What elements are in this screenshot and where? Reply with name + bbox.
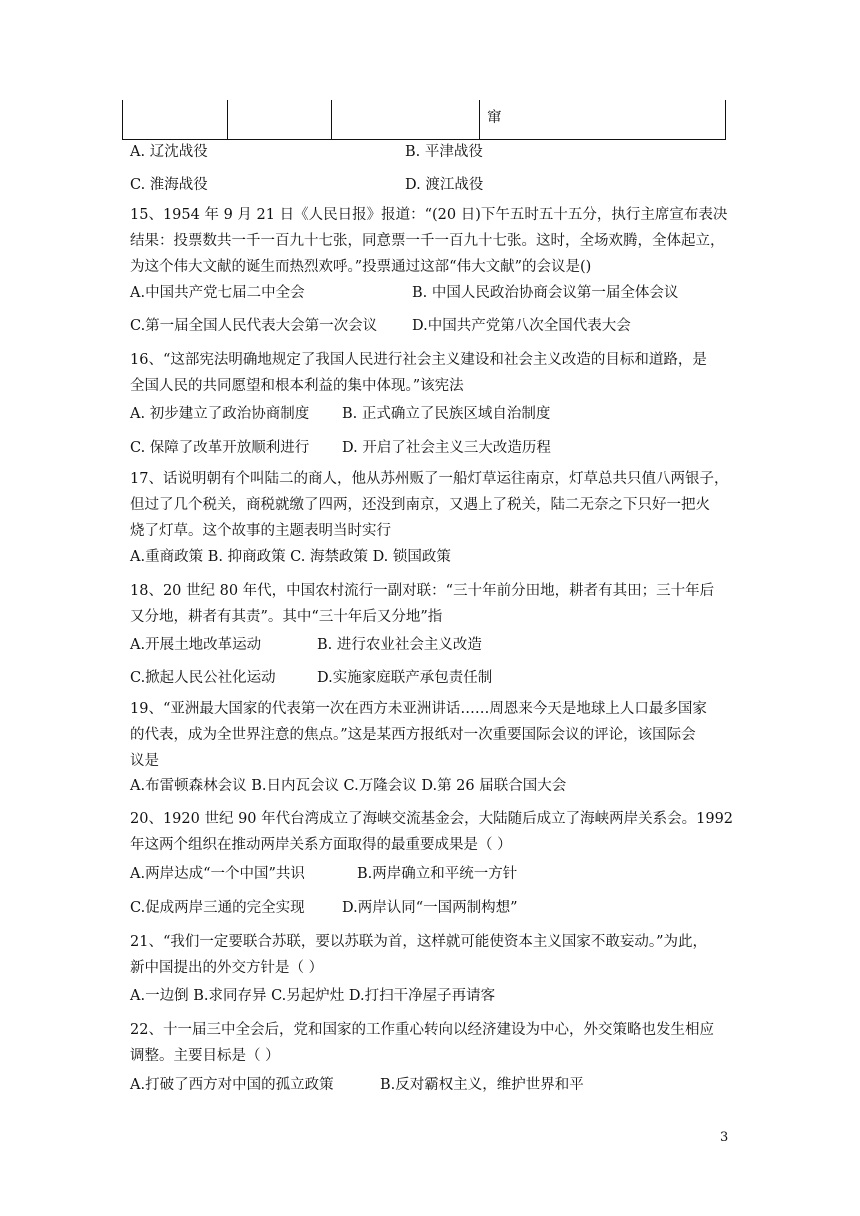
q20-option-b: B.两岸确立和平统一方针 bbox=[357, 866, 518, 882]
table-cell-text: 窜 bbox=[487, 110, 502, 126]
question-line: 调整。主要目标是（ ） bbox=[130, 1048, 280, 1064]
question-19-stem bbox=[130, 696, 730, 774]
q15-option-a: A.中国共产党七届二中全会 bbox=[130, 285, 305, 301]
table-divider bbox=[331, 100, 332, 139]
question-line: 新中国提出的外交方针是（ ） bbox=[130, 960, 324, 976]
question-line: 20、1920 世纪 90 年代台湾成立了海峡交流基金会，大陆随后成立了海峡两岸关系会。1992 bbox=[130, 811, 734, 827]
q16-option-b: B. 正式确立了民族区域自治制度 bbox=[342, 406, 551, 422]
question-line: 年这两个组织在推动两岸关系方面取得的最重要成果是（ ） bbox=[130, 837, 512, 853]
q20-option-a: A.两岸达成“一个中国”共识 bbox=[130, 866, 305, 882]
question-line: 结果：投票数共一千一百九十七张，同意票一千一百九十七张。这时，全场欢腾，全体起立， bbox=[130, 233, 725, 249]
question-20-stem bbox=[130, 806, 734, 858]
q14-option-c: C. 淮海战役 bbox=[130, 177, 208, 193]
q16-option-c: C. 保障了改革开放顺利进行 bbox=[130, 440, 310, 456]
question-line: 的代表，成为全世界注意的焦点。”这是某西方报纸对一次重要国际会议的评论，该国际会 bbox=[130, 727, 696, 743]
question-line: 17、话说明朝有个叫陆二的商人，他从苏州贩了一船灯草运往南京，灯草总共只值八两银子， bbox=[130, 471, 729, 487]
question-22-stem bbox=[130, 1017, 730, 1069]
q22-option-b: B.反对霸权主义，维护世界和平 bbox=[380, 1077, 584, 1093]
q21-options: A.一边倒 B.求同存异 C.另起炉灶 D.打扫干净屋子再请客 bbox=[130, 988, 496, 1004]
q15-option-c: C.第一届全国人民代表大会第一次会议 bbox=[130, 318, 378, 334]
q15-option-b: B. 中国人民政治协商会议第一届全体会议 bbox=[412, 285, 679, 301]
question-line: 烧了灯草。这个故事的主题表明当时实行 bbox=[130, 523, 391, 539]
q14-option-b: B. 平津战役 bbox=[405, 144, 483, 160]
question-16-stem bbox=[130, 347, 730, 399]
q16-option-d: D. 开启了社会主义三大改造历程 bbox=[342, 440, 551, 456]
question-line: 22、十一届三中全会后，党和国家的工作重心转向以经济建设为中心，外交策略也发生相应 bbox=[130, 1022, 714, 1038]
q18-option-c: C.掀起人民公社化运动 bbox=[130, 670, 276, 686]
question-line: 为这个伟大文献的诞生而热烈欢呼。”投票通过这部“伟大文献”的会议是() bbox=[130, 259, 592, 275]
question-line: 16、“这部宪法明确地规定了我国人民进行社会主义建设和社会主义改造的目标和道路，是 bbox=[130, 352, 707, 368]
question-line: 21、“我们一定要联合苏联，要以苏联为首，这样就可能使资本主义国家不敢妄动。”为此， bbox=[130, 934, 708, 950]
q16-option-a: A. 初步建立了政治协商制度 bbox=[130, 406, 310, 422]
page-number: 3 bbox=[720, 1130, 729, 1145]
table-divider bbox=[479, 100, 480, 139]
question-17-stem bbox=[130, 466, 730, 544]
q18-option-a: A.开展土地改革运动 bbox=[130, 637, 262, 653]
q18-option-b: B. 进行农业社会主义改造 bbox=[317, 637, 482, 653]
q14-option-d: D. 渡江战役 bbox=[405, 177, 484, 193]
q17-options: A.重商政策 B. 抑商政策 C. 海禁政策 D. 锁国政策 bbox=[130, 549, 451, 565]
question-line: 但过了几个税关，商税就缴了四两，还没到南京，又遇上了税关，陆二无奈之下只好一把火 bbox=[130, 497, 710, 513]
q20-option-c: C.促成两岸三通的完全实现 bbox=[130, 900, 305, 916]
q20-option-d: D.两岸认同“一国两制构想” bbox=[342, 900, 518, 916]
q15-option-d: D.中国共产党第八次全国代表大会 bbox=[412, 318, 631, 334]
q22-option-a: A.打破了西方对中国的孤立政策 bbox=[130, 1077, 334, 1093]
q14-option-a: A. 辽沈战役 bbox=[130, 144, 208, 160]
q18-option-d: D.实施家庭联产承包责任制 bbox=[317, 670, 493, 686]
question-line: 18、20 世纪 80 年代，中国农村流行一副对联：“三十年前分田地，耕者有其田；三十年后 bbox=[130, 583, 715, 599]
question-line: 全国人民的共同愿望和根本利益的集中体现。”该宪法 bbox=[130, 378, 464, 394]
q19-options: A.布雷顿森林会议 B.日内瓦会议 C.万隆会议 D.第 26 届联合国大会 bbox=[130, 778, 567, 794]
question-15-stem bbox=[130, 202, 730, 280]
question-line: 议是 bbox=[130, 753, 159, 769]
question-line: 19、“亚洲最大国家的代表第一次在西方未亚洲讲话……周恩来今天是地球上人口最多国家 bbox=[130, 701, 707, 717]
question-21-stem bbox=[130, 929, 730, 981]
table-fragment bbox=[122, 100, 726, 140]
table-divider bbox=[227, 100, 228, 139]
question-line: 又分地，耕者有其责”。其中“三十年后又分地”指 bbox=[130, 609, 443, 625]
question-line: 15、1954 年 9 月 21 日《人民日报》报道：“(20 日)下午五时五十五分，执行主席宣布表决 bbox=[130, 207, 728, 223]
question-18-stem bbox=[130, 578, 730, 630]
